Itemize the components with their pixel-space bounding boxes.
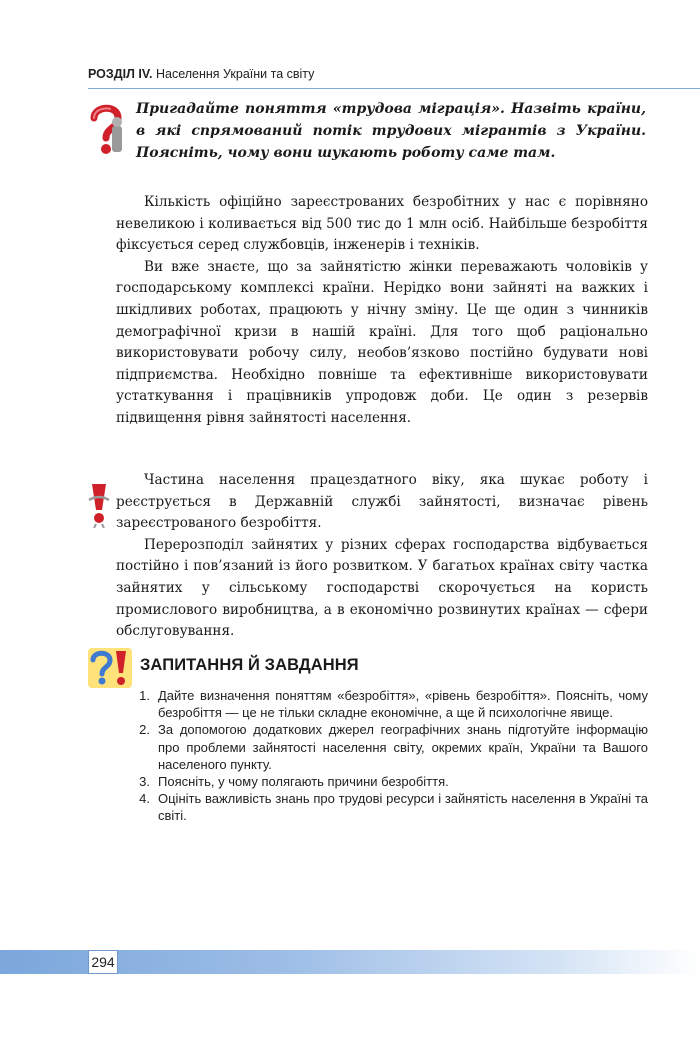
question-prompt: Пригадайте поняття «трудова міграція». Назвіть країни, в які спрямований потік трудових мігрантів з України. Поясніть, чому вони шукають роботу саме там. [136, 101, 646, 161]
paragraph: Кількість офіційно зареєстрованих безробітних у нас є порівняно невеликою і коливається від 500 тис до 1 млн осіб. Найбільше безробіття фіксується серед службовців, інженерів і техніків. [116, 194, 648, 254]
page-number: 294 [88, 950, 118, 974]
item-number: 4. [139, 791, 150, 807]
section-label: РОЗДІЛ IV. [88, 67, 153, 81]
section-subtitle: Населення України та світу [155, 67, 315, 81]
item-number: 1. [139, 688, 150, 703]
list-item [130, 773, 648, 790]
question-exclamation-icon [88, 648, 132, 688]
item-number: 2. [139, 722, 150, 738]
item-text: Дайте визначення поняттям «безробіття», «рівень безробіття». Поясніть, чому безробіття — це не тільки складне економічне, а ще й психологічне явище. [158, 688, 648, 721]
note-paragraph: Перерозподіл зайнятих у різних сферах господарства відбувається постійно і пов’язаний із його розвитком. У багатьох країнах світу частка зайнятих у сільському господарстві скорочується на користь промислового виробництва, а в економічно розвинутих країнах — сфери обслуговування. [116, 536, 648, 640]
tasks-heading: ЗАПИТАННЯ Й ЗАВДАННЯ [140, 656, 359, 674]
tasks-list [130, 687, 648, 825]
list-item [130, 721, 648, 773]
list-item [130, 790, 648, 824]
exclamation-icon [86, 480, 112, 528]
key-note [116, 470, 648, 643]
item-text: Оцініть важливість знань про трудові ресурси і зайнятість населення в Україні та світі. [158, 791, 648, 824]
question-mark-icon [86, 102, 126, 158]
item-text: За допомогою додаткових джерел географічних знань підготуйте інформацію про проблеми зайнятості населення світу, окремих країн, України та Вашого населеного пункту. [158, 722, 648, 772]
header-rule [88, 88, 700, 89]
paragraph: Ви вже знаєте, що за зайнятістю жінки переважають чоловіків у господарському комплексі країни. Нерідко вони зайняті на важких і шкідливих роботах, працюють у нічну зміну. Це ще один з чинників демографічної кризи в нашій країні. Для того щоб раціонально використовувати робочу силу, необов’язково постійно будувати нові підприємства. Необхідно повніше та ефективніше використовувати устаткування і працівників упродовж доби. Це один з резервів підвищення рівня зайнятості населення. [116, 258, 648, 426]
running-header [88, 67, 700, 81]
main-text [116, 192, 648, 430]
note-paragraph: Частина населення працездатного віку, яка шукає роботу і реєструється в Державній службі зайнятості, визначає рівень зареєстрованого безробіття. [116, 472, 648, 532]
item-text: Поясніть, у чому полягають причини безробіття. [158, 774, 449, 790]
item-number: 3. [139, 774, 150, 790]
list-item [130, 687, 648, 721]
